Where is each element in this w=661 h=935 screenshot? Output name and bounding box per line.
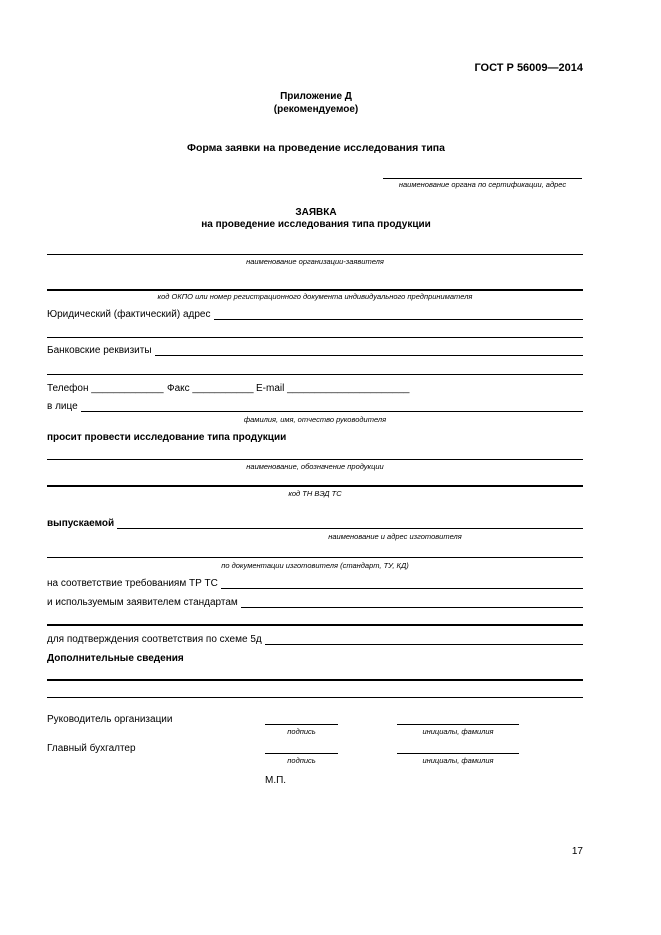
manufacturer-field[interactable] — [117, 528, 583, 529]
form-title: Форма заявки на проведение исследования типа — [186, 142, 445, 154]
person-field[interactable] — [81, 411, 583, 412]
addressee-caption: наименование органа по сертификации, адрес — [398, 180, 567, 189]
head-initials-caption: инициалы, фамилия — [422, 727, 494, 736]
scheme-row — [47, 632, 583, 646]
legal-address-field[interactable] — [214, 319, 584, 320]
compliance-row — [47, 576, 583, 590]
accountant-signature-line[interactable] — [265, 753, 338, 754]
person-caption: фамилия, имя, отчество руководителя — [243, 415, 387, 424]
chief-accountant-label: Главный бухгалтер — [47, 743, 136, 754]
head-initials-line[interactable] — [397, 724, 519, 725]
person-label: в лице — [47, 401, 78, 412]
product-line[interactable] — [47, 459, 583, 460]
tnved-line[interactable] — [47, 485, 583, 487]
documentation-caption: по документации изготовителя (стандарт, ТУ, КД) — [221, 561, 409, 570]
bank-details-label: Банковские реквизиты — [47, 345, 152, 356]
tnved-caption: код ТН ВЭД ТС — [288, 489, 342, 498]
addressee-line[interactable] — [383, 178, 582, 179]
accountant-initials-line[interactable] — [397, 753, 519, 754]
manufacturer-caption: наименование и адрес изготовителя — [328, 532, 462, 541]
additional-info-line-1[interactable] — [47, 679, 583, 681]
standards-field[interactable] — [241, 607, 583, 608]
okpo-line[interactable] — [47, 289, 583, 291]
legal-address-line-2[interactable] — [47, 337, 583, 338]
bank-details-line-2[interactable] — [47, 374, 583, 375]
organization-name-caption: наименование организации-заявителя — [246, 257, 384, 266]
standards-line-2[interactable] — [47, 624, 583, 626]
organization-name-line[interactable] — [47, 254, 583, 255]
additional-info-label: Дополнительные сведения — [47, 653, 184, 664]
standards-label: и используемым заявителем стандартам — [47, 597, 238, 608]
bank-details-row — [47, 343, 583, 357]
head-signature-line[interactable] — [265, 724, 338, 725]
legal-address-label: Юридический (фактический) адрес — [47, 309, 211, 320]
page-number: 17 — [571, 846, 583, 857]
okpo-caption: код ОКПО или номер регистрационного документа индивидуального предпринимателя — [157, 292, 473, 301]
head-of-organization-label: Руководитель организации — [47, 714, 173, 725]
phone-field[interactable]: Телефон _____________ — [47, 383, 164, 394]
scheme-field[interactable] — [265, 644, 583, 645]
standards-row — [47, 595, 583, 609]
product-caption: наименование, обозначение продукции — [246, 462, 384, 471]
accountant-initials-caption: инициалы, фамилия — [422, 756, 494, 765]
bank-details-field[interactable] — [155, 355, 583, 356]
appendix-title: Приложение Д — [280, 91, 352, 102]
request-label: просит провести исследование типа продукции — [47, 432, 287, 443]
head-signature-caption: подпись — [287, 727, 316, 736]
application-title: ЗАЯВКА — [295, 207, 337, 218]
documentation-line[interactable] — [47, 557, 583, 558]
compliance-label: на соответствие требованиям ТР ТС — [47, 578, 218, 589]
application-subtitle: на проведение исследования типа продукции — [201, 219, 431, 230]
document-code: ГОСТ Р 56009—2014 — [474, 62, 583, 74]
additional-info-line-2[interactable] — [47, 697, 583, 698]
fax-field[interactable]: Факс ___________ — [167, 383, 254, 394]
produced-label: выпускаемой — [47, 518, 115, 529]
person-row — [47, 399, 583, 413]
scheme-label: для подтверждения соответствия по схеме 5д — [47, 634, 262, 645]
manufacturer-row — [47, 516, 583, 530]
compliance-field[interactable] — [221, 588, 583, 589]
stamp-place-label: М.П. — [265, 775, 287, 786]
email-field[interactable]: E-mail ______________________ — [256, 383, 410, 394]
accountant-signature-caption: подпись — [287, 756, 316, 765]
appendix-subtitle: (рекомендуемое) — [273, 104, 359, 115]
legal-address-row — [47, 307, 583, 321]
